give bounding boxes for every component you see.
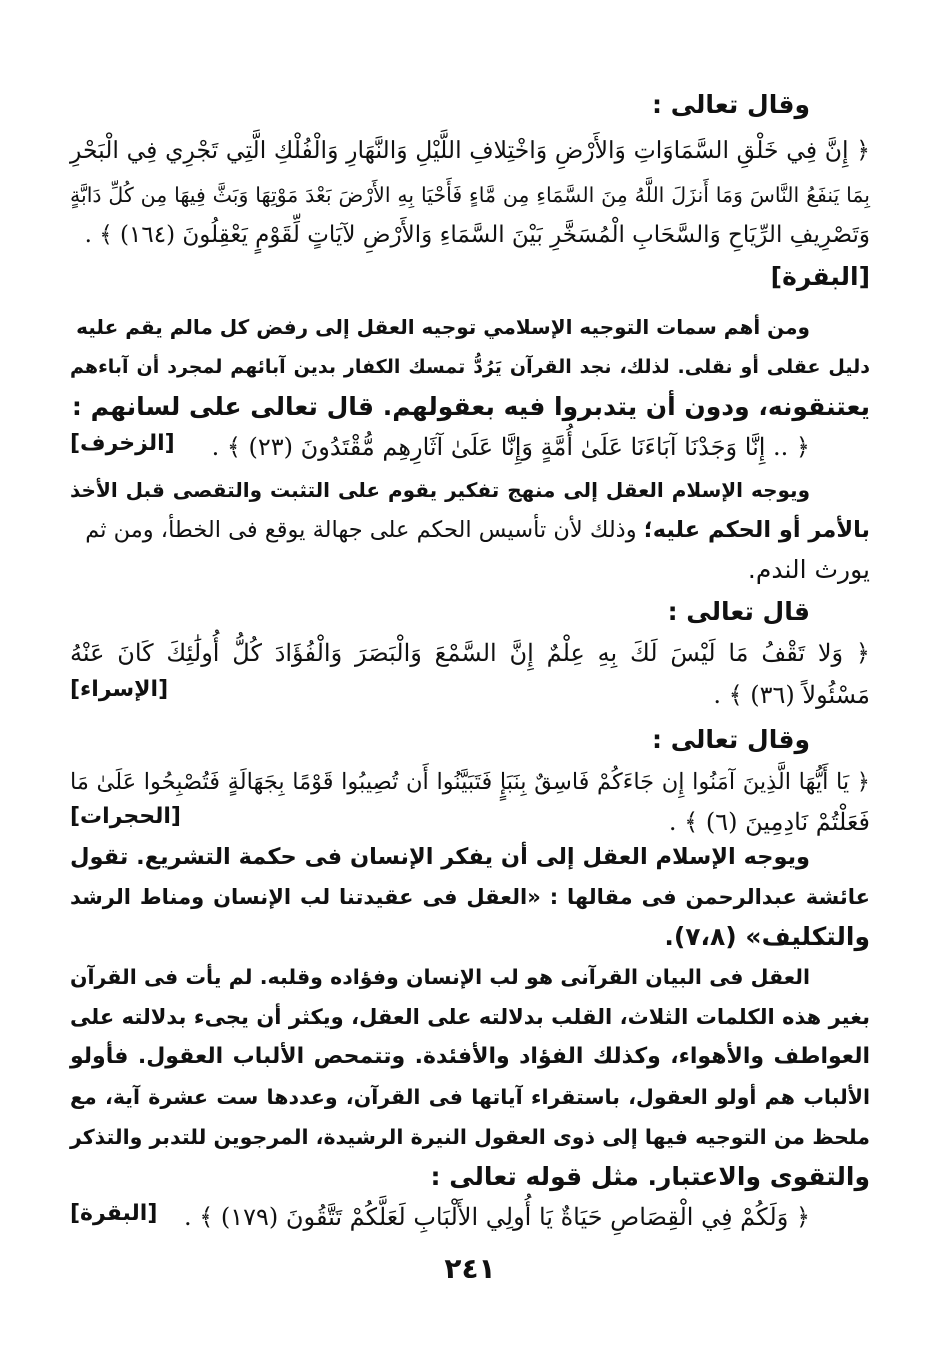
verse-intro: وقال تعالى : xyxy=(652,725,810,754)
quran-verse-line: مَسْئُولاً (٣٦) ﴾ . xyxy=(713,681,870,709)
paragraph-line: الألباب هم أولو العقول، باستقراء آياتها فى القرآن، وعددها ست عشرة آية، مع xyxy=(70,1085,870,1109)
surah-reference: [البقرة] xyxy=(70,1201,158,1226)
paragraph-line: ويوجه الإسلام العقل إلى أن يفكر الإنسان فى حكمة التشريع. تقول xyxy=(70,844,810,870)
paragraph-line: يعتنقونه، ودون أن يتدبروا فيه بعقولهم. قال تعالى على لسانهم : xyxy=(71,392,870,421)
paragraph-line: والتقوى والاعتبار. مثل قوله تعالى : xyxy=(430,1162,870,1191)
paragraph-line: عائشة عبدالرحمن فى مقالها : «العقل فى عقيدتنا لب الإنسان ومناط الرشد xyxy=(70,885,870,909)
quran-verse-line: فَعَلْتُمْ نَادِمِينَ (٦) ﴾ . xyxy=(668,808,870,836)
paragraph-line: ويوجه الإسلام العقل إلى منهج تفكير يقوم على التثبت والتقصى قبل الأخذ xyxy=(70,478,810,502)
paragraph-line: يورث الندم. xyxy=(747,555,870,584)
surah-reference: [الزخرف] xyxy=(70,431,175,456)
paragraph-line: ملحظ من التوجيه فيها إلى ذوى العقول النيرة الرشيدة، المرجوين للتدبر والتذكر xyxy=(70,1125,870,1149)
paragraph-line: العواطف والأهواء، وكذلك الفؤاد والأفئدة. وتتمحص الألباب العقول. فأولو xyxy=(70,1044,870,1069)
quran-verse-line: ﴿ وَلا تَقْفُ مَا لَيْسَ لَكَ بِهِ عِلْمٌ إِنَّ السَّمْعَ وَالْبَصَرَ وَالْفُؤَادَ كُلُّ أُولَٰئِكَ كَانَ عَنْهُ xyxy=(70,639,870,667)
quran-verse-line: بِمَا يَنفَعُ النَّاسَ وَمَا أَنزَلَ اللَّهُ مِنَ السَّمَاءِ مِن مَّاءٍ فَأَحْيَا بِهِ الأَرْضَ بَعْدَ مَوْتِهَا وَبَثَّ فِيهَا مِن كُلِّ دَابَّةٍ xyxy=(70,183,870,207)
surah-reference: [الحجرات] xyxy=(70,804,181,829)
paragraph-line: دليل عقلى أو نقلى. لذلك، نجد القرآن يَرُدُّ تمسك الكفار بدين آبائهم لمجرد أن آباءهم xyxy=(70,356,870,378)
paragraph-line: ومن أهم سمات التوجيه الإسلامي توجيه العقل إلى رفض كل مالم يقم عليه xyxy=(76,315,810,339)
quran-verse-line: وَتَصْرِيفِ الرِّيَاحِ وَالسَّحَابِ الْمُسَخَّرِ بَيْنَ السَّمَاءِ وَالأَرْضِ لآيَاتٍ لِّقَوْمٍ يَعْقِلُونَ (١٦٤) ﴾ . xyxy=(84,222,870,248)
verse-intro: قال تعالى : xyxy=(667,597,810,626)
quran-verse-line: ﴿ يَا أَيُّهَا الَّذِينَ آمَنُوا إِن جَاءَكُمْ فَاسِقٌ بِنَبَإٍ فَتَبَيَّنُوا أَن تُصِيبُوا قَوْمًا بِجَهَالَةٍ فَتُصْبِحُوا عَلَىٰ مَا xyxy=(70,769,870,795)
paragraph-line: بغير هذه الكلمات الثلاث، القلب بدلالته على العقل، ويكثر أن يجىء بدلالته على xyxy=(70,1005,870,1029)
quran-verse-line: ﴿ وَلَكُمْ فِي الْقِصَاصِ حَيَاةٌ يَا أُولِي الأَلْبَابِ لَعَلَّكُمْ تَتَّقُونَ (١٧٩) ﴾ . xyxy=(183,1203,810,1231)
surah-reference: [البقرة] xyxy=(770,262,870,291)
paragraph-text: وذلك لأن تأسيس الحكم على جهالة يوقع فى الخطأ، ومن ثم xyxy=(85,517,644,543)
quran-verse-line: ﴿ إِنَّ فِي خَلْقِ السَّمَاوَاتِ وَالأَرْضِ وَاخْتِلافِ اللَّيْلِ وَالنَّهَارِ وَالْفُلْكِ الَّتِي تَجْرِي فِي الْبَحْرِ xyxy=(70,136,870,164)
paragraph-line xyxy=(70,510,870,550)
verse-intro: وقال تعالى : xyxy=(652,90,810,119)
surah-reference: [الإسراء] xyxy=(70,677,169,702)
emphasis-text: بالأمر أو الحكم عليه؛ xyxy=(643,517,870,543)
paragraph-line: العقل فى البيان القرآنى هو لب الإنسان وفؤاده وقلبه. لم يأت فى القرآن xyxy=(70,965,810,989)
paragraph-line: والتكليف» (٧،٨). xyxy=(664,922,870,951)
quran-verse-line: ﴿ .. إِنَّا وَجَدْنَا آبَاءَنَا عَلَىٰ أُمَّةٍ وَإِنَّا عَلَىٰ آثَارِهِم مُّقْتَدُونَ (٢٣) ﴾ . xyxy=(211,433,810,461)
page-number: ٢٤١ xyxy=(444,1252,496,1285)
